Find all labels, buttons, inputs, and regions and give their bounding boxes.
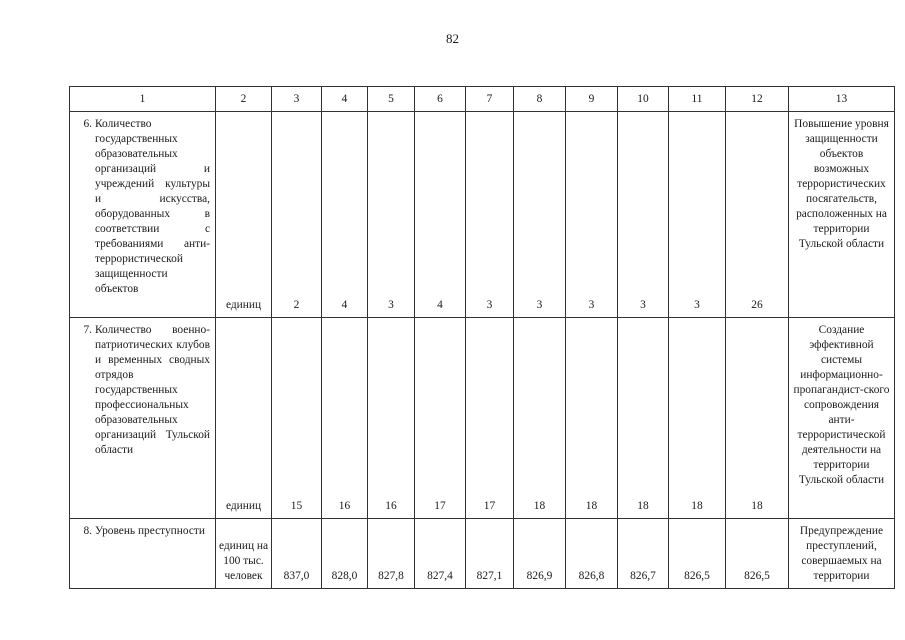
value-cell: 827,1 bbox=[466, 519, 514, 589]
value-cell: 3 bbox=[368, 112, 415, 318]
header-cell: 12 bbox=[726, 87, 789, 112]
value-cell: 826,5 bbox=[669, 519, 726, 589]
value-cell: 3 bbox=[669, 112, 726, 318]
value-cell: 827,4 bbox=[415, 519, 466, 589]
table-header-row bbox=[70, 87, 895, 112]
value-cell: 3 bbox=[514, 112, 566, 318]
value-cell: 15 bbox=[272, 318, 322, 519]
value-cell: 4 bbox=[322, 112, 368, 318]
header-cell: 8 bbox=[514, 87, 566, 112]
unit-cell: единиц bbox=[216, 112, 272, 318]
unit-cell: единиц на 100 тыс. человек bbox=[216, 519, 272, 589]
header-cell: 11 bbox=[669, 87, 726, 112]
row-number: 8. bbox=[83, 525, 92, 537]
value-cell: 18 bbox=[726, 318, 789, 519]
value-cell: 18 bbox=[669, 318, 726, 519]
indicators-table bbox=[69, 86, 895, 589]
expected-result-cell: Создание эффективной системы информационно-пропагандист-ского сопровождения анти-террористической деятельности на территории Тульской области bbox=[789, 318, 895, 519]
table-row bbox=[70, 519, 895, 589]
value-cell: 4 bbox=[415, 112, 466, 318]
indicator-name-cell bbox=[70, 112, 216, 318]
value-cell: 3 bbox=[618, 112, 669, 318]
header-cell: 3 bbox=[272, 87, 322, 112]
indicator-name-cell bbox=[70, 519, 216, 589]
value-cell: 837,0 bbox=[272, 519, 322, 589]
value-cell: 26 bbox=[726, 112, 789, 318]
header-cell: 7 bbox=[466, 87, 514, 112]
table-row bbox=[70, 112, 895, 318]
page-number: 82 bbox=[446, 31, 459, 46]
value-cell: 16 bbox=[322, 318, 368, 519]
value-cell: 18 bbox=[514, 318, 566, 519]
value-cell: 828,0 bbox=[322, 519, 368, 589]
indicator-name: Уровень преступности bbox=[95, 525, 205, 537]
value-cell: 3 bbox=[566, 112, 618, 318]
value-cell: 826,9 bbox=[514, 519, 566, 589]
indicator-name-cell bbox=[70, 318, 216, 519]
indicator-name: Количество военно-патриотических клубов и временных сводных отрядов государственных профессиональных образовательных организаций Тульской области bbox=[95, 324, 210, 456]
unit-cell: единиц bbox=[216, 318, 272, 519]
value-cell: 3 bbox=[466, 112, 514, 318]
header-cell: 10 bbox=[618, 87, 669, 112]
expected-result-cell: Повышение уровня защищенности объектов возможных террористических посягательств, расположенных на территории Тульской области bbox=[789, 112, 895, 318]
value-cell: 2 bbox=[272, 112, 322, 318]
header-cell: 9 bbox=[566, 87, 618, 112]
value-cell: 826,7 bbox=[618, 519, 669, 589]
indicator-name: Количество государственных образовательных организаций и учреждений культуры и искусства, оборудованных в соответствии с требованиями анти-террористической защищенности объектов bbox=[95, 118, 210, 295]
header-cell: 6 bbox=[415, 87, 466, 112]
header-cell: 5 bbox=[368, 87, 415, 112]
value-cell: 18 bbox=[618, 318, 669, 519]
header-cell: 2 bbox=[216, 87, 272, 112]
value-cell: 826,5 bbox=[726, 519, 789, 589]
row-number: 7. bbox=[83, 324, 92, 336]
header-cell: 1 bbox=[70, 87, 216, 112]
table-row bbox=[70, 318, 895, 519]
value-cell: 18 bbox=[566, 318, 618, 519]
value-cell: 17 bbox=[415, 318, 466, 519]
value-cell: 16 bbox=[368, 318, 415, 519]
header-cell: 13 bbox=[789, 87, 895, 112]
value-cell: 827,8 bbox=[368, 519, 415, 589]
header-cell: 4 bbox=[322, 87, 368, 112]
expected-result-cell: Предупреждение преступлений, совершаемых на территории bbox=[789, 519, 895, 589]
value-cell: 826,8 bbox=[566, 519, 618, 589]
value-cell: 17 bbox=[466, 318, 514, 519]
row-number: 6. bbox=[83, 118, 92, 130]
